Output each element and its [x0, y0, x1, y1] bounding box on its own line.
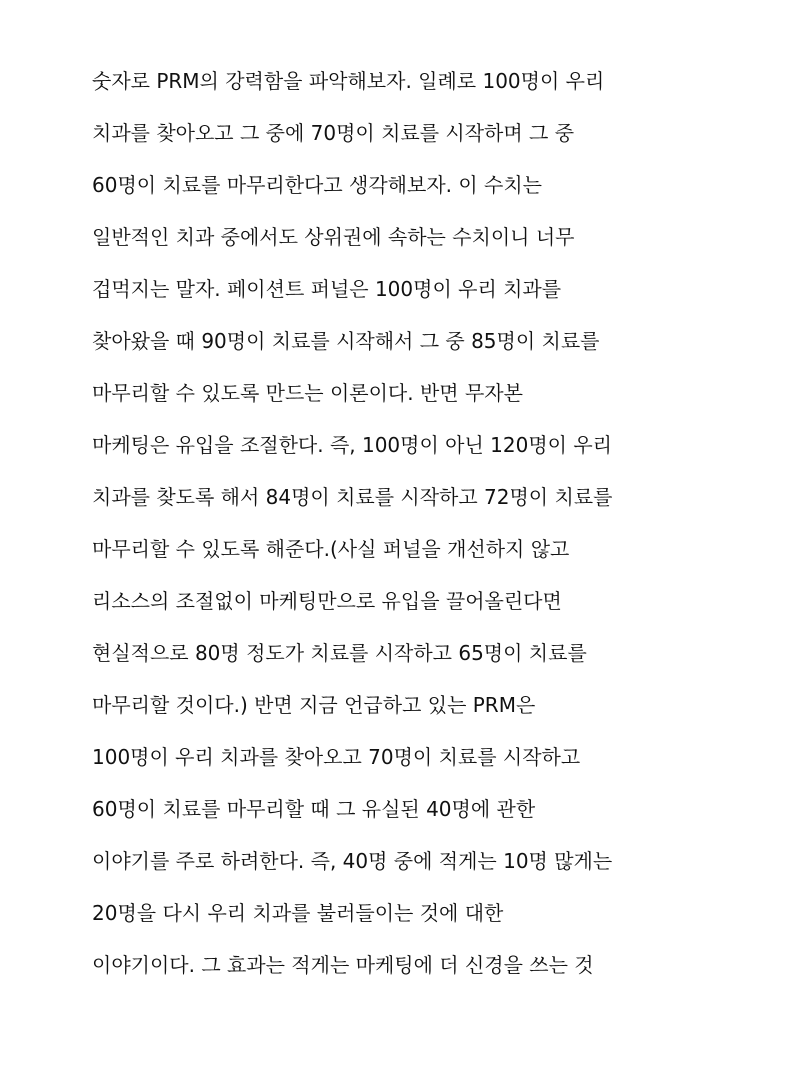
text-line: 마무리할 것이다.) 반면 지금 언급하고 있는 PRM은 [92, 693, 536, 717]
text-line: 숫자로 PRM의 강력함을 파악해보자. 일례로 100명이 우리 [92, 69, 605, 93]
text-line: 치과를 찾도록 해서 84명이 치료를 시작하고 72명이 치료를 [92, 485, 613, 509]
text-line: 100명이 우리 치과를 찾아오고 70명이 치료를 시작하고 [92, 745, 581, 769]
text-line: 60명이 치료를 마무리할 때 그 유실된 40명에 관한 [92, 797, 536, 821]
text-line: 겁먹지는 말자. 페이션트 퍼널은 100명이 우리 치과를 [92, 277, 562, 301]
text-line: 60명이 치료를 마무리한다고 생각해보자. 이 수치는 [92, 173, 542, 197]
body-paragraph [92, 62, 732, 998]
text-line: 치과를 찾아오고 그 중에 70명이 치료를 시작하며 그 중 [92, 121, 575, 145]
text-line: 일반적인 치과 중에서도 상위권에 속하는 수치이니 너무 [92, 225, 575, 249]
text-line: 이야기이다. 그 효과는 적게는 마케팅에 더 신경을 쓰는 것 [92, 953, 594, 977]
text-line: 마무리할 수 있도록 해준다.(사실 퍼널을 개선하지 않고 [92, 537, 570, 561]
text-line: 리소스의 조절없이 마케팅만으로 유입을 끌어올린다면 [92, 589, 562, 613]
text-line: 마케팅은 유입을 조절한다. 즉, 100명이 아닌 120명이 우리 [92, 433, 612, 457]
text-line: 20명을 다시 우리 치과를 불러들이는 것에 대한 [92, 901, 504, 925]
text-line: 이야기를 주로 하려한다. 즉, 40명 중에 적게는 10명 많게는 [92, 849, 613, 873]
text-line: 현실적으로 80명 정도가 치료를 시작하고 65명이 치료를 [92, 641, 587, 665]
text-line: 찾아왔을 때 90명이 치료를 시작해서 그 중 85명이 치료를 [92, 329, 600, 353]
text-line: 마무리할 수 있도록 만드는 이론이다. 반면 무자본 [92, 381, 523, 405]
